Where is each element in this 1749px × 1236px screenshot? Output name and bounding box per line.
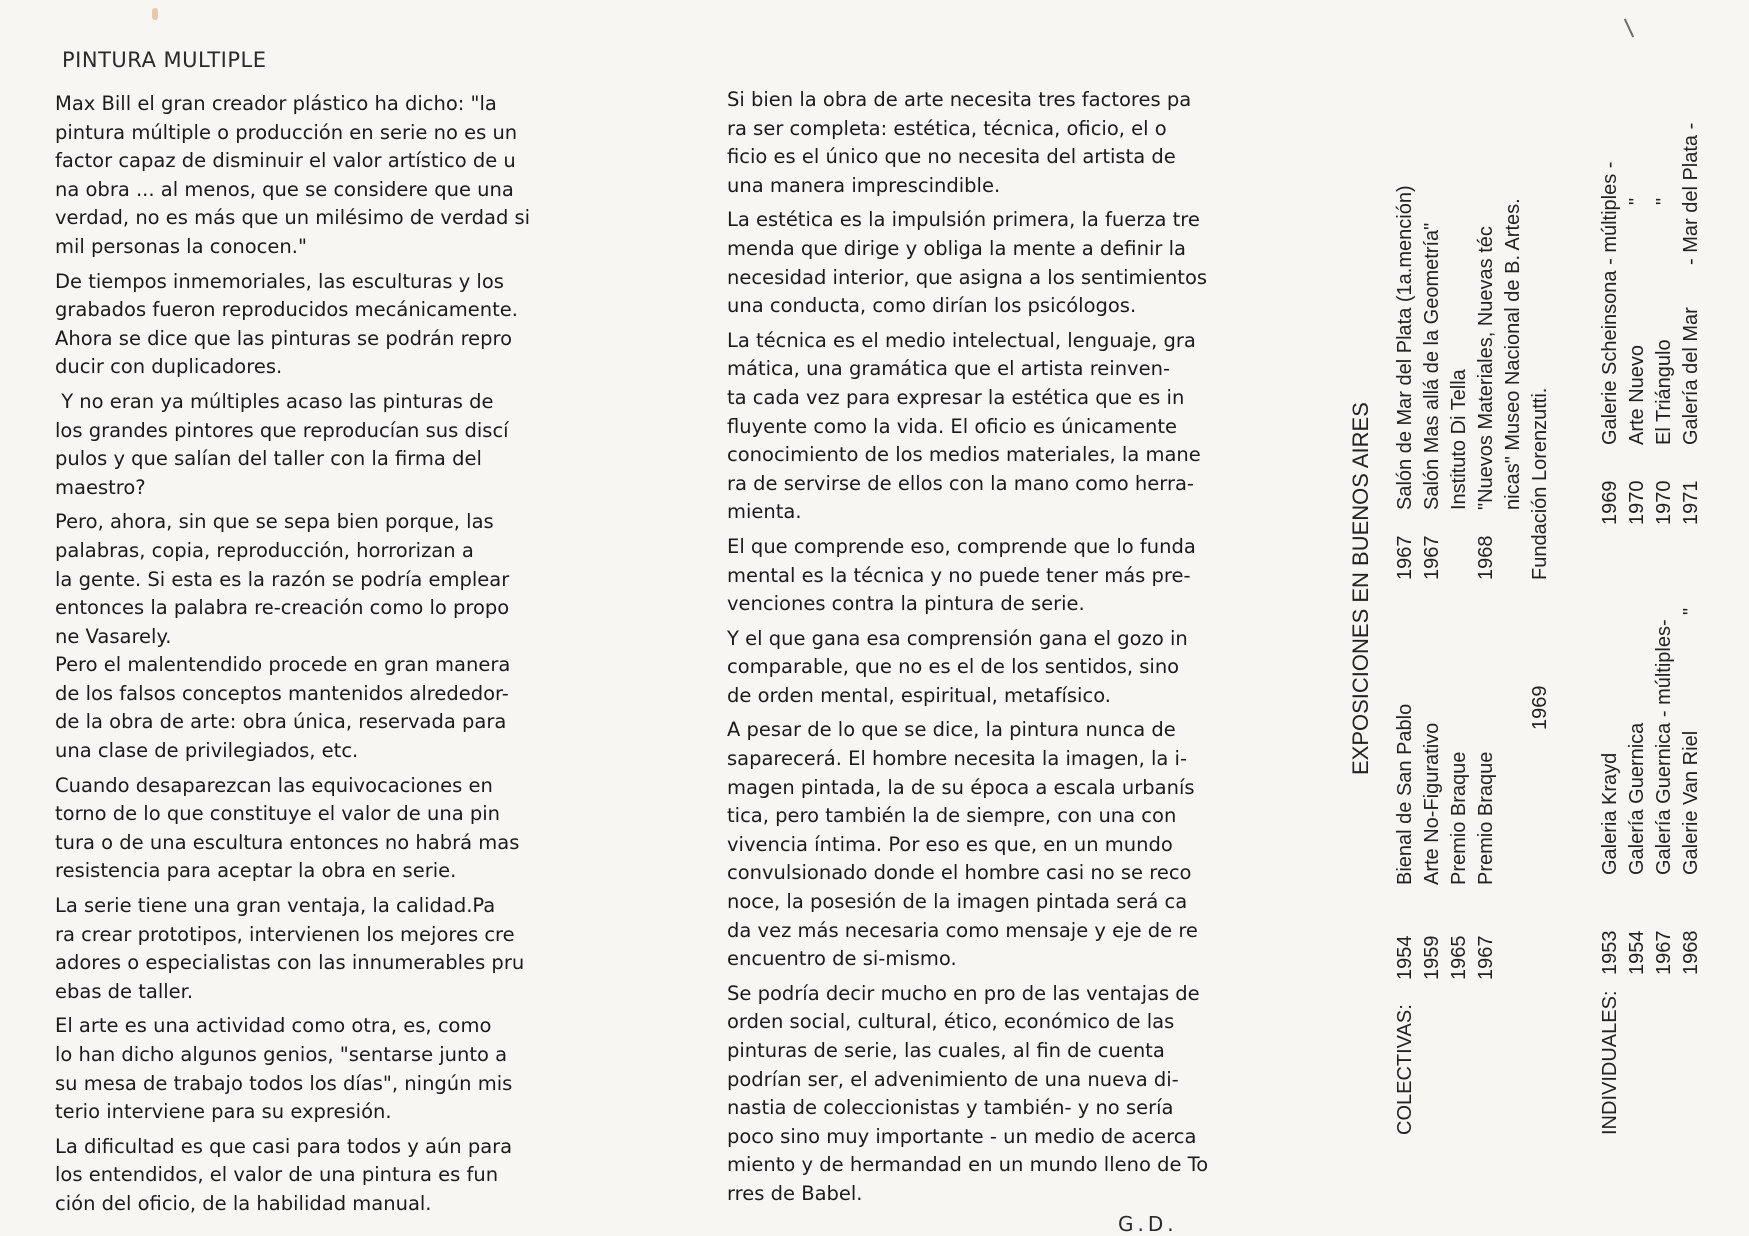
right-column	[727, 86, 1247, 1215]
paragraph: La técnica es el medio intelectual, lenguaje, gra mática, una gramática que el artista reinven- ta cada vez para expresar la estética que es in fluyente como la vida. El oficio es únicamente conocimiento de los medios materiales, la mane ra de servirse de ellos con la mano como herra- mienta.	[727, 328, 1201, 524]
paragraph: A pesar de lo que se dice, la pintura nunca de saparecerá. El hombre necesita la imagen, la i- magen pintada, la de su época a escala urbanís tica, pero también la de siempre, con una con vivencia íntima. Por eso es que, en un mundo convulsionado donde el hombre casi no se reco noce, la posesión de la imagen pintada será ca da vez más necesaria como mensaje y eje de re encuentro de si-mismo.	[727, 718, 1198, 971]
year: 1970	[1626, 480, 1648, 525]
paragraph: Cuando desaparezcan las equivocaciones en torno de lo que constituye el valor de una pin tura o de una escultura entonces no habrá mas resistencia para aceptar la obra en serie.	[55, 773, 520, 883]
paragraph: El arte es una actividad como otra, es, como lo han dicho algunos genios, "sentarse junto a su mesa de trabajo todos los días", ningún mis terio interviene para su expresión.	[55, 1014, 513, 1124]
venue: Bienal de San Pablo	[1394, 703, 1416, 885]
year: 1969	[1599, 480, 1621, 525]
event: Salón de Mar del Plata (1a.mención)	[1394, 185, 1416, 510]
exhibitions-panel	[1345, 55, 1745, 1135]
paragraph: Y el que gana esa comprensión gana el gozo in comparable, que no es el de los sentidos, sino de orden mental, espiritual, metafísico.	[727, 626, 1188, 707]
paragraph: La serie tiene una gran ventaja, la calidad.Pa ra crear prototipos, intervienen los mejores cre adores o especialistas con las innumerables pru ebas de taller.	[55, 894, 525, 1003]
event: Salón Mas allá de la Geometría"	[1421, 222, 1443, 510]
pen-mark	[1624, 19, 1634, 38]
author-signature: G.D.	[1118, 1212, 1178, 1236]
individuales-label: INDIVIDUALES:	[1599, 990, 1621, 1135]
paragraph: Si bien la obra de arte necesita tres factores pa ra ser completa: estética, técnica, oficio, el o ficio es el único que no necesita del artista de una manera imprescindible.	[727, 88, 1192, 197]
paragraph: Se podría decir mucho en pro de las ventajas de orden social, cultural, ético, económico de las pinturas de serie, las cuales, al fin de cuenta podrían ser, el advenimiento de una nueva di- nastia de coleccionistas y también- y no sería poco sino muy importante - un medio de acerca miento y de hermandad en un mundo lleno de To rres de Babel.	[727, 981, 1209, 1205]
venue: Galerie Van Riel	[1680, 730, 1702, 875]
left-column	[55, 90, 565, 1225]
event: Instituto Di Tella	[1448, 369, 1470, 510]
year: 1954	[1394, 935, 1416, 980]
venue: Premio Braque	[1475, 751, 1497, 885]
page-title: PINTURA MULTIPLE	[62, 48, 267, 72]
venue: El Triángulo	[1653, 339, 1675, 445]
year: 1954	[1626, 930, 1648, 975]
paragraph: La dificultad es que casi para todos y aún para los entendidos, el valor de una pintura es fun ción del oficio, de la habilidad manual.	[55, 1134, 513, 1215]
paragraph: De tiempos inmemoriales, las esculturas y los grabados fueron reproducidos mecánicamente. Ahora se dice que las pinturas se podrán repro ducir con duplicadores.	[55, 269, 518, 379]
venue: Galería Guernica - múltiples-	[1653, 619, 1675, 875]
year: 1968	[1680, 930, 1702, 975]
colectivas-label: COLECTIVAS:	[1394, 1004, 1416, 1135]
exhibitions-title: EXPOSICIONES EN BUENOS AIRES	[1348, 402, 1373, 775]
venue: Galerie Scheinsona - múltiples -	[1599, 161, 1621, 445]
venue: Arte Nuevo	[1626, 344, 1648, 445]
paragraph: El que comprende eso, comprende que lo funda mental es la técnica y no puede tener más pre- venciones contra la pintura de serie.	[727, 534, 1196, 616]
year: 1971	[1680, 480, 1702, 525]
year: 1969	[1529, 685, 1551, 730]
year: 1968	[1475, 535, 1497, 580]
event: Fundación Lorenzutti.	[1529, 387, 1551, 580]
year: 1967	[1475, 935, 1497, 980]
venue: Galería Guernica	[1626, 722, 1648, 875]
year: 1967	[1394, 535, 1416, 580]
venue: Galería del Mar	[1680, 307, 1702, 445]
location-note: - Mar del Plata -	[1680, 122, 1702, 265]
paragraph: Max Bill el gran creador plástico ha dicho: "la pintura múltiple o producción en serie no es un factor capaz de disminuir el valor artístico de u na obra ... al menos, que se considere que una verdad, no es más que un milésimo de verdad si mil personas la conocen."	[55, 92, 531, 258]
venue: Arte No-Figurativo	[1421, 722, 1443, 885]
paragraph: Y no eran ya múltiples acaso las pinturas de los grandes pintores que reproducían sus discí pulos y que salían del taller con la firma del maestro?	[55, 389, 509, 499]
event: nicas" Museo Nacional de B. Artes.	[1502, 198, 1524, 510]
year: 1953	[1599, 930, 1621, 975]
paragraph: Pero, ahora, sin que se sepa bien porque, las palabras, copia, reproducción, horrorizan a la gente. Si esta es la razón se podría emplear entonces la palabra re-creación como lo propo ne Vasarely. Pero el malentendido procede en gran manera de los falsos conceptos mantenidos alrededor- de la obra de arte: obra única, reservada para una clase de privilegiados, etc.	[55, 510, 511, 763]
ditto-mark: "	[1680, 607, 1702, 615]
paragraph: La estética es la impulsión primera, la fuerza tre menda que dirige y obliga la mente a definir la necesidad interior, que asigna a los sentimientos una conducta, como dirían los psicólogos.	[727, 208, 1208, 318]
year: 1970	[1653, 480, 1675, 525]
year: 1967	[1421, 535, 1443, 580]
year: 1967	[1653, 930, 1675, 975]
event: "Nuevos Materiales, Nuevas téc	[1475, 226, 1497, 510]
year: 1965	[1448, 935, 1470, 980]
ditto-mark: "	[1626, 197, 1648, 205]
ditto-mark: "	[1653, 197, 1675, 205]
year: 1959	[1421, 935, 1443, 980]
venue: Premio Braque	[1448, 751, 1470, 885]
venue: Galeria Krayd	[1599, 752, 1621, 875]
paper-stain	[152, 8, 158, 20]
